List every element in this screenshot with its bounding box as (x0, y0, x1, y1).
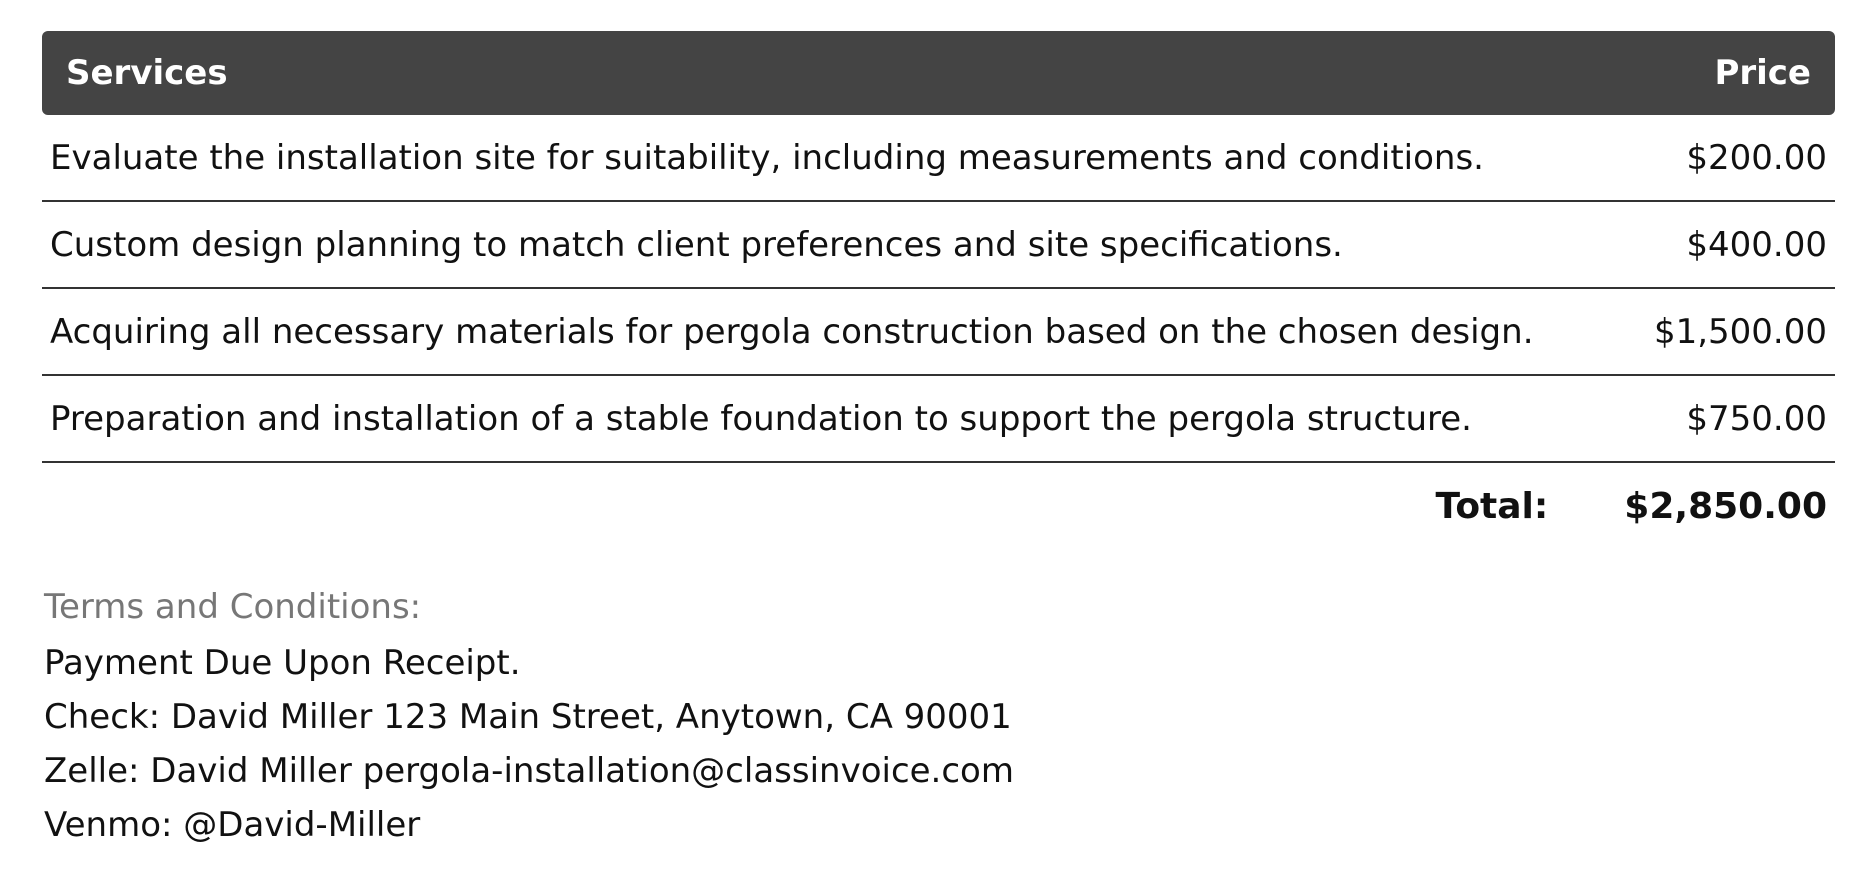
terms-line-venmo: Venmo: @David-Miller (44, 805, 421, 845)
service-description: Preparation and installation of a stable foundation to support the pergola structure. (50, 398, 1472, 439)
terms-title: Terms and Conditions: (44, 587, 422, 627)
service-description: Evaluate the installation site for suitability, including measurements and conditions. (50, 137, 1484, 178)
total-label: Total: (1435, 485, 1549, 527)
service-price: $200.00 (1686, 137, 1827, 178)
service-price: $400.00 (1686, 224, 1827, 265)
table-row (42, 202, 1835, 289)
table-row (42, 376, 1835, 463)
table-header (42, 31, 1835, 115)
price-column-header: Price (1714, 53, 1811, 93)
services-column-header: Services (66, 53, 228, 93)
terms-line-check: Check: David Miller 123 Main Street, Anytown, CA 90001 (44, 697, 1012, 737)
service-description: Acquiring all necessary materials for pergola construction based on the chosen design. (50, 311, 1534, 352)
total-value: $2,850.00 (1624, 485, 1827, 527)
table-row (42, 289, 1835, 376)
service-description: Custom design planning to match client preferences and site specifications. (50, 224, 1343, 265)
terms-and-conditions (44, 580, 1014, 852)
terms-line-payment: Payment Due Upon Receipt. (44, 643, 521, 683)
table-row (42, 115, 1835, 202)
services-table (42, 31, 1835, 549)
total-row (42, 463, 1835, 549)
service-price: $750.00 (1686, 398, 1827, 439)
terms-line-zelle: Zelle: David Miller pergola-installation@classinvoice.com (44, 751, 1014, 791)
service-price: $1,500.00 (1653, 311, 1827, 352)
